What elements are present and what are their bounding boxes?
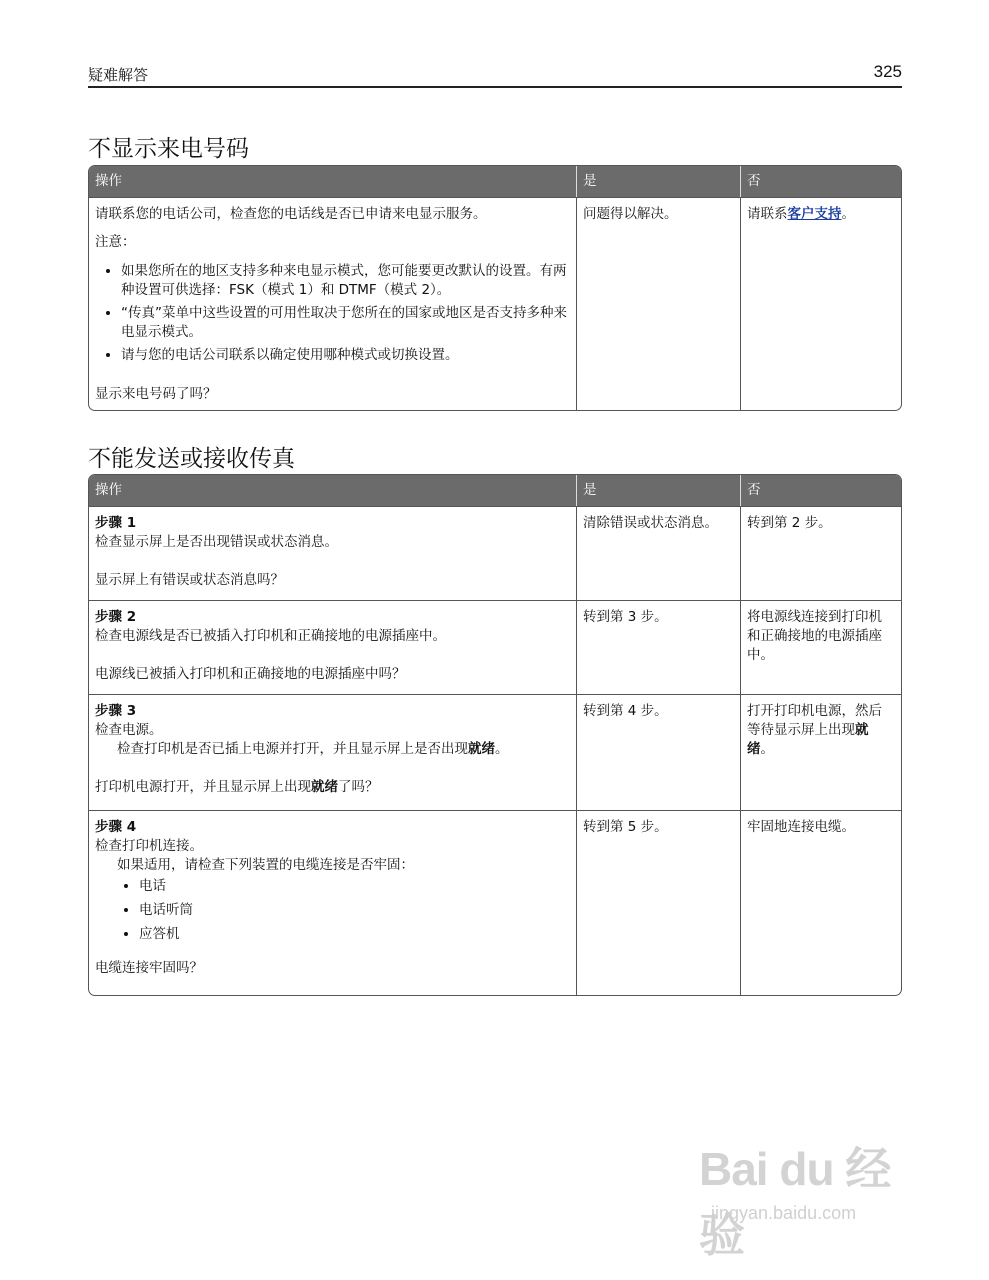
no-cell xyxy=(740,197,901,410)
note-list xyxy=(95,262,570,365)
page-header xyxy=(88,60,902,88)
step-text: 检查电源。 xyxy=(95,722,163,738)
table-row xyxy=(89,600,901,694)
no-cell: 牢固地连接电缆。 xyxy=(740,810,901,995)
step-text: 检查电源线是否已被插入打印机和正确接地的电源插座中。 xyxy=(95,628,446,644)
table-row xyxy=(89,506,901,600)
yes-cell: 转到第 3 步。 xyxy=(576,600,740,694)
col-no: 否 xyxy=(740,166,901,197)
action-text: 请联系您的电话公司，检查您的电话线是否已申请来电显示服务。 xyxy=(95,206,487,222)
table-row xyxy=(89,810,901,995)
question-text: 显示屏上有错误或状态消息吗？ xyxy=(95,572,284,588)
device-list xyxy=(95,877,570,944)
no-text-end: 。 xyxy=(841,206,855,222)
table-header-row xyxy=(89,475,901,506)
question-text: 电缆连接牢固吗？ xyxy=(95,960,203,976)
step-text: 检查显示屏上是否出现错误或状态消息。 xyxy=(95,534,338,550)
action-cell xyxy=(89,810,576,995)
caller-id-table xyxy=(88,165,902,411)
question-text: 打印机电源打开，并且显示屏上出现就绪了吗？ xyxy=(95,779,379,795)
action-cell xyxy=(89,197,576,410)
no-text: 请联系 xyxy=(747,206,788,222)
step-subtext: 检查打印机是否已插上电源并打开，并且显示屏上是否出现就绪。 xyxy=(117,741,509,757)
step-label: 步骤 2 xyxy=(95,609,137,625)
table-header-row xyxy=(89,166,901,197)
no-cell: 转到第 2 步。 xyxy=(740,506,901,600)
list-item: • “传真”菜单中这些设置的可用性取决于您所在的国家或地区是否支持多种来电显示模式。 xyxy=(121,304,570,342)
list-item: • 请与您的电话公司联系以确定使用哪种模式或切换设置。 xyxy=(121,346,570,365)
no-cell: 将电源线连接到打印机和正确接地的电源插座中。 xyxy=(740,600,901,694)
yes-cell: 问题得以解决。 xyxy=(576,197,740,410)
step-label: 步骤 4 xyxy=(95,819,137,835)
list-item: • 电话听筒 xyxy=(139,901,570,920)
yes-cell: 转到第 5 步。 xyxy=(576,810,740,995)
yes-cell: 转到第 4 步。 xyxy=(576,694,740,810)
section1-title: 不显示来电号码 xyxy=(88,136,249,162)
step-label: 步骤 1 xyxy=(95,515,137,531)
step-label: 步骤 3 xyxy=(95,703,137,719)
header-section-title: 疑难解答 xyxy=(88,66,149,84)
section2-title: 不能发送或接收传真 xyxy=(88,446,295,472)
watermark-brand: Bai du 经验 xyxy=(699,1143,891,1261)
page-number: 325 xyxy=(873,62,902,81)
action-cell xyxy=(89,600,576,694)
col-action: 操作 xyxy=(89,475,576,506)
col-yes: 是 xyxy=(576,475,740,506)
table-row xyxy=(89,694,901,810)
question-text: 显示来电号码了吗？ xyxy=(95,386,217,402)
step-text: 检查打印机连接。 xyxy=(95,838,203,854)
watermark-url: jingyan.baidu.com xyxy=(711,1203,857,1223)
action-cell xyxy=(89,694,576,810)
step-subtext: 如果适用，请检查下列装置的电缆连接是否牢固： xyxy=(117,857,414,873)
table-row xyxy=(89,197,901,410)
baidu-watermark xyxy=(689,1125,929,1261)
action-cell xyxy=(89,506,576,600)
note-label: 注意： xyxy=(95,234,136,250)
yes-cell: 清除错误或状态消息。 xyxy=(576,506,740,600)
col-yes: 是 xyxy=(576,166,740,197)
no-cell: 打开打印机电源，然后等待显示屏上出现就绪。 xyxy=(740,694,901,810)
list-item: • 如果您所在的地区支持多种来电显示模式，您可能要更改默认的设置。有两种设置可供选择：FSK（模式 1）和 DTMF（模式 2）。 xyxy=(121,262,570,300)
col-action: 操作 xyxy=(89,166,576,197)
question-text: 电源线已被插入打印机和正确接地的电源插座中吗？ xyxy=(95,666,406,682)
fax-table xyxy=(88,474,902,996)
list-item: • 电话 xyxy=(139,877,570,896)
list-item: • 应答机 xyxy=(139,925,570,944)
customer-support-link[interactable]: 客户支持 xyxy=(787,206,842,222)
col-no: 否 xyxy=(740,475,901,506)
